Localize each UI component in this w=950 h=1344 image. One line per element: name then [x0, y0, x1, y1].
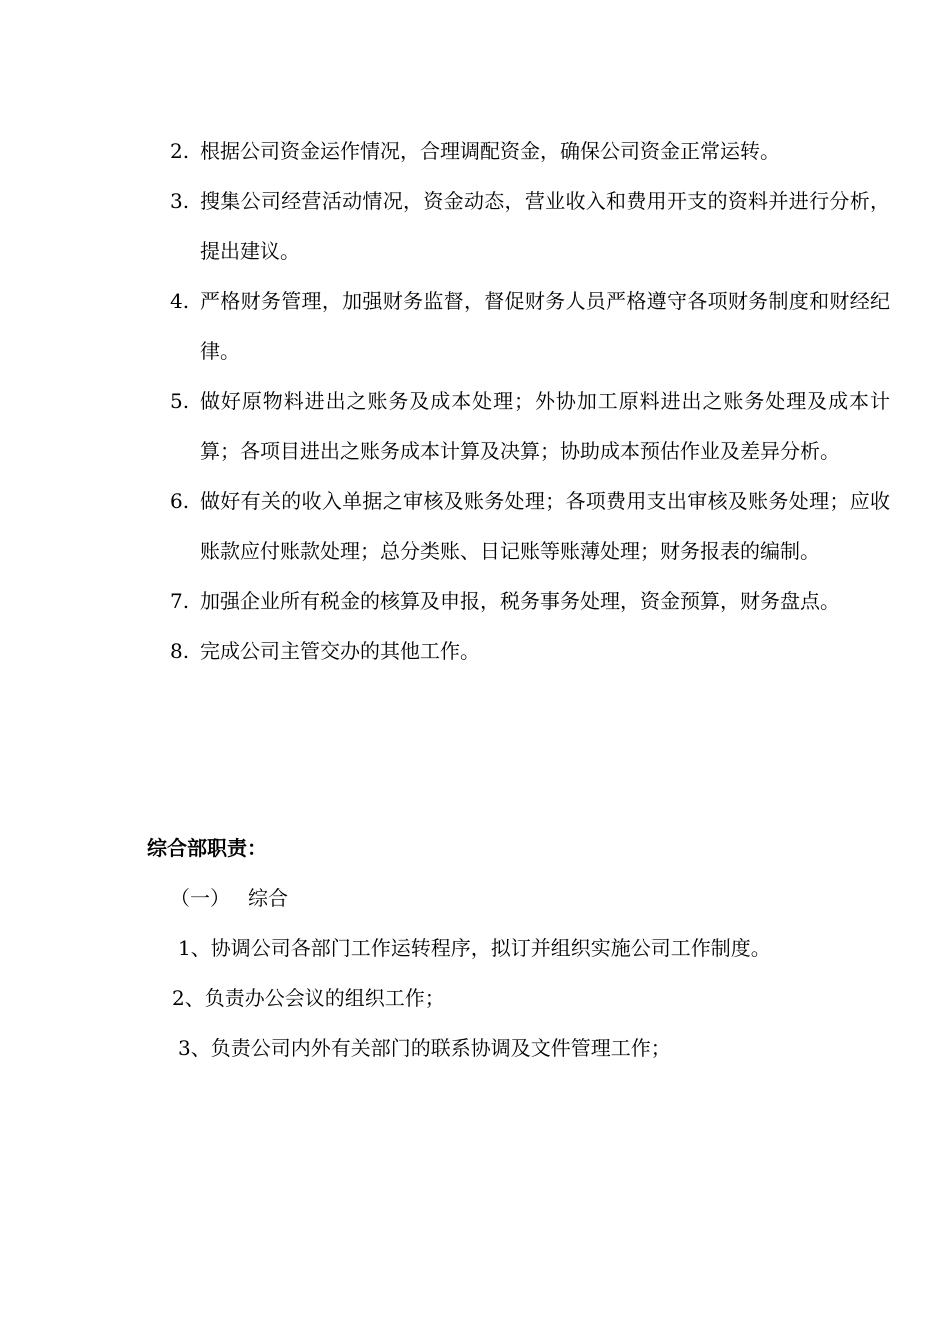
- item-text: 做好有关的收入单据之审核及账务处理；各项费用支出审核及账务处理；应收账款应付账款处理；总分类账、日记账等账薄处理；财务报表的编制。: [200, 489, 890, 563]
- list-item: [170, 626, 890, 676]
- list-item: [170, 126, 890, 176]
- list-item: [170, 576, 890, 626]
- item-text: 加强企业所有税金的核算及申报，税务事务处理，资金预算，财务盘点。: [200, 589, 840, 613]
- section-heading: 综合部职责：: [147, 836, 267, 860]
- subsection-label: （一）: [170, 886, 230, 910]
- item-number: 8.: [170, 639, 190, 663]
- item-text: 严格财务管理，加强财务监督，督促财务人员严格遵守各项财务制度和财经纪律。: [200, 289, 890, 363]
- duty-line: 2、负责办公会议的组织工作；: [172, 986, 445, 1010]
- duty-line: 1、协调公司各部门工作运转程序，拟订并组织实施公司工作制度。: [178, 936, 771, 960]
- duty-line: 3、负责公司内外有关部门的联系协调及文件管理工作；: [178, 1036, 671, 1060]
- item-text: 搜集公司经营活动情况，资金动态，营业收入和费用开支的资料并进行分析，提出建议。: [200, 189, 890, 263]
- item-number: 2.: [170, 139, 190, 163]
- item-number: 7.: [170, 589, 190, 613]
- item-number: 3.: [170, 189, 190, 213]
- list-item: [170, 176, 890, 276]
- item-text: 完成公司主管交办的其他工作。: [200, 639, 480, 663]
- item-text: 做好原物料进出之账务及成本处理；外协加工原料进出之账务处理及成本计算；各项目进出之账务成本计算及决算；协助成本预估作业及差异分析。: [200, 389, 890, 463]
- item-number: 5.: [170, 389, 190, 413]
- list-item: [170, 476, 890, 576]
- item-number: 6.: [170, 489, 190, 513]
- subsection-title: 综合: [248, 886, 288, 910]
- finance-duty-list: [170, 126, 890, 676]
- list-item: [170, 276, 890, 376]
- list-item: [170, 376, 890, 476]
- subsection-heading: [170, 873, 288, 923]
- item-number: 4.: [170, 289, 190, 313]
- item-text: 根据公司资金运作情况，合理调配资金，确保公司资金正常运转。: [200, 139, 780, 163]
